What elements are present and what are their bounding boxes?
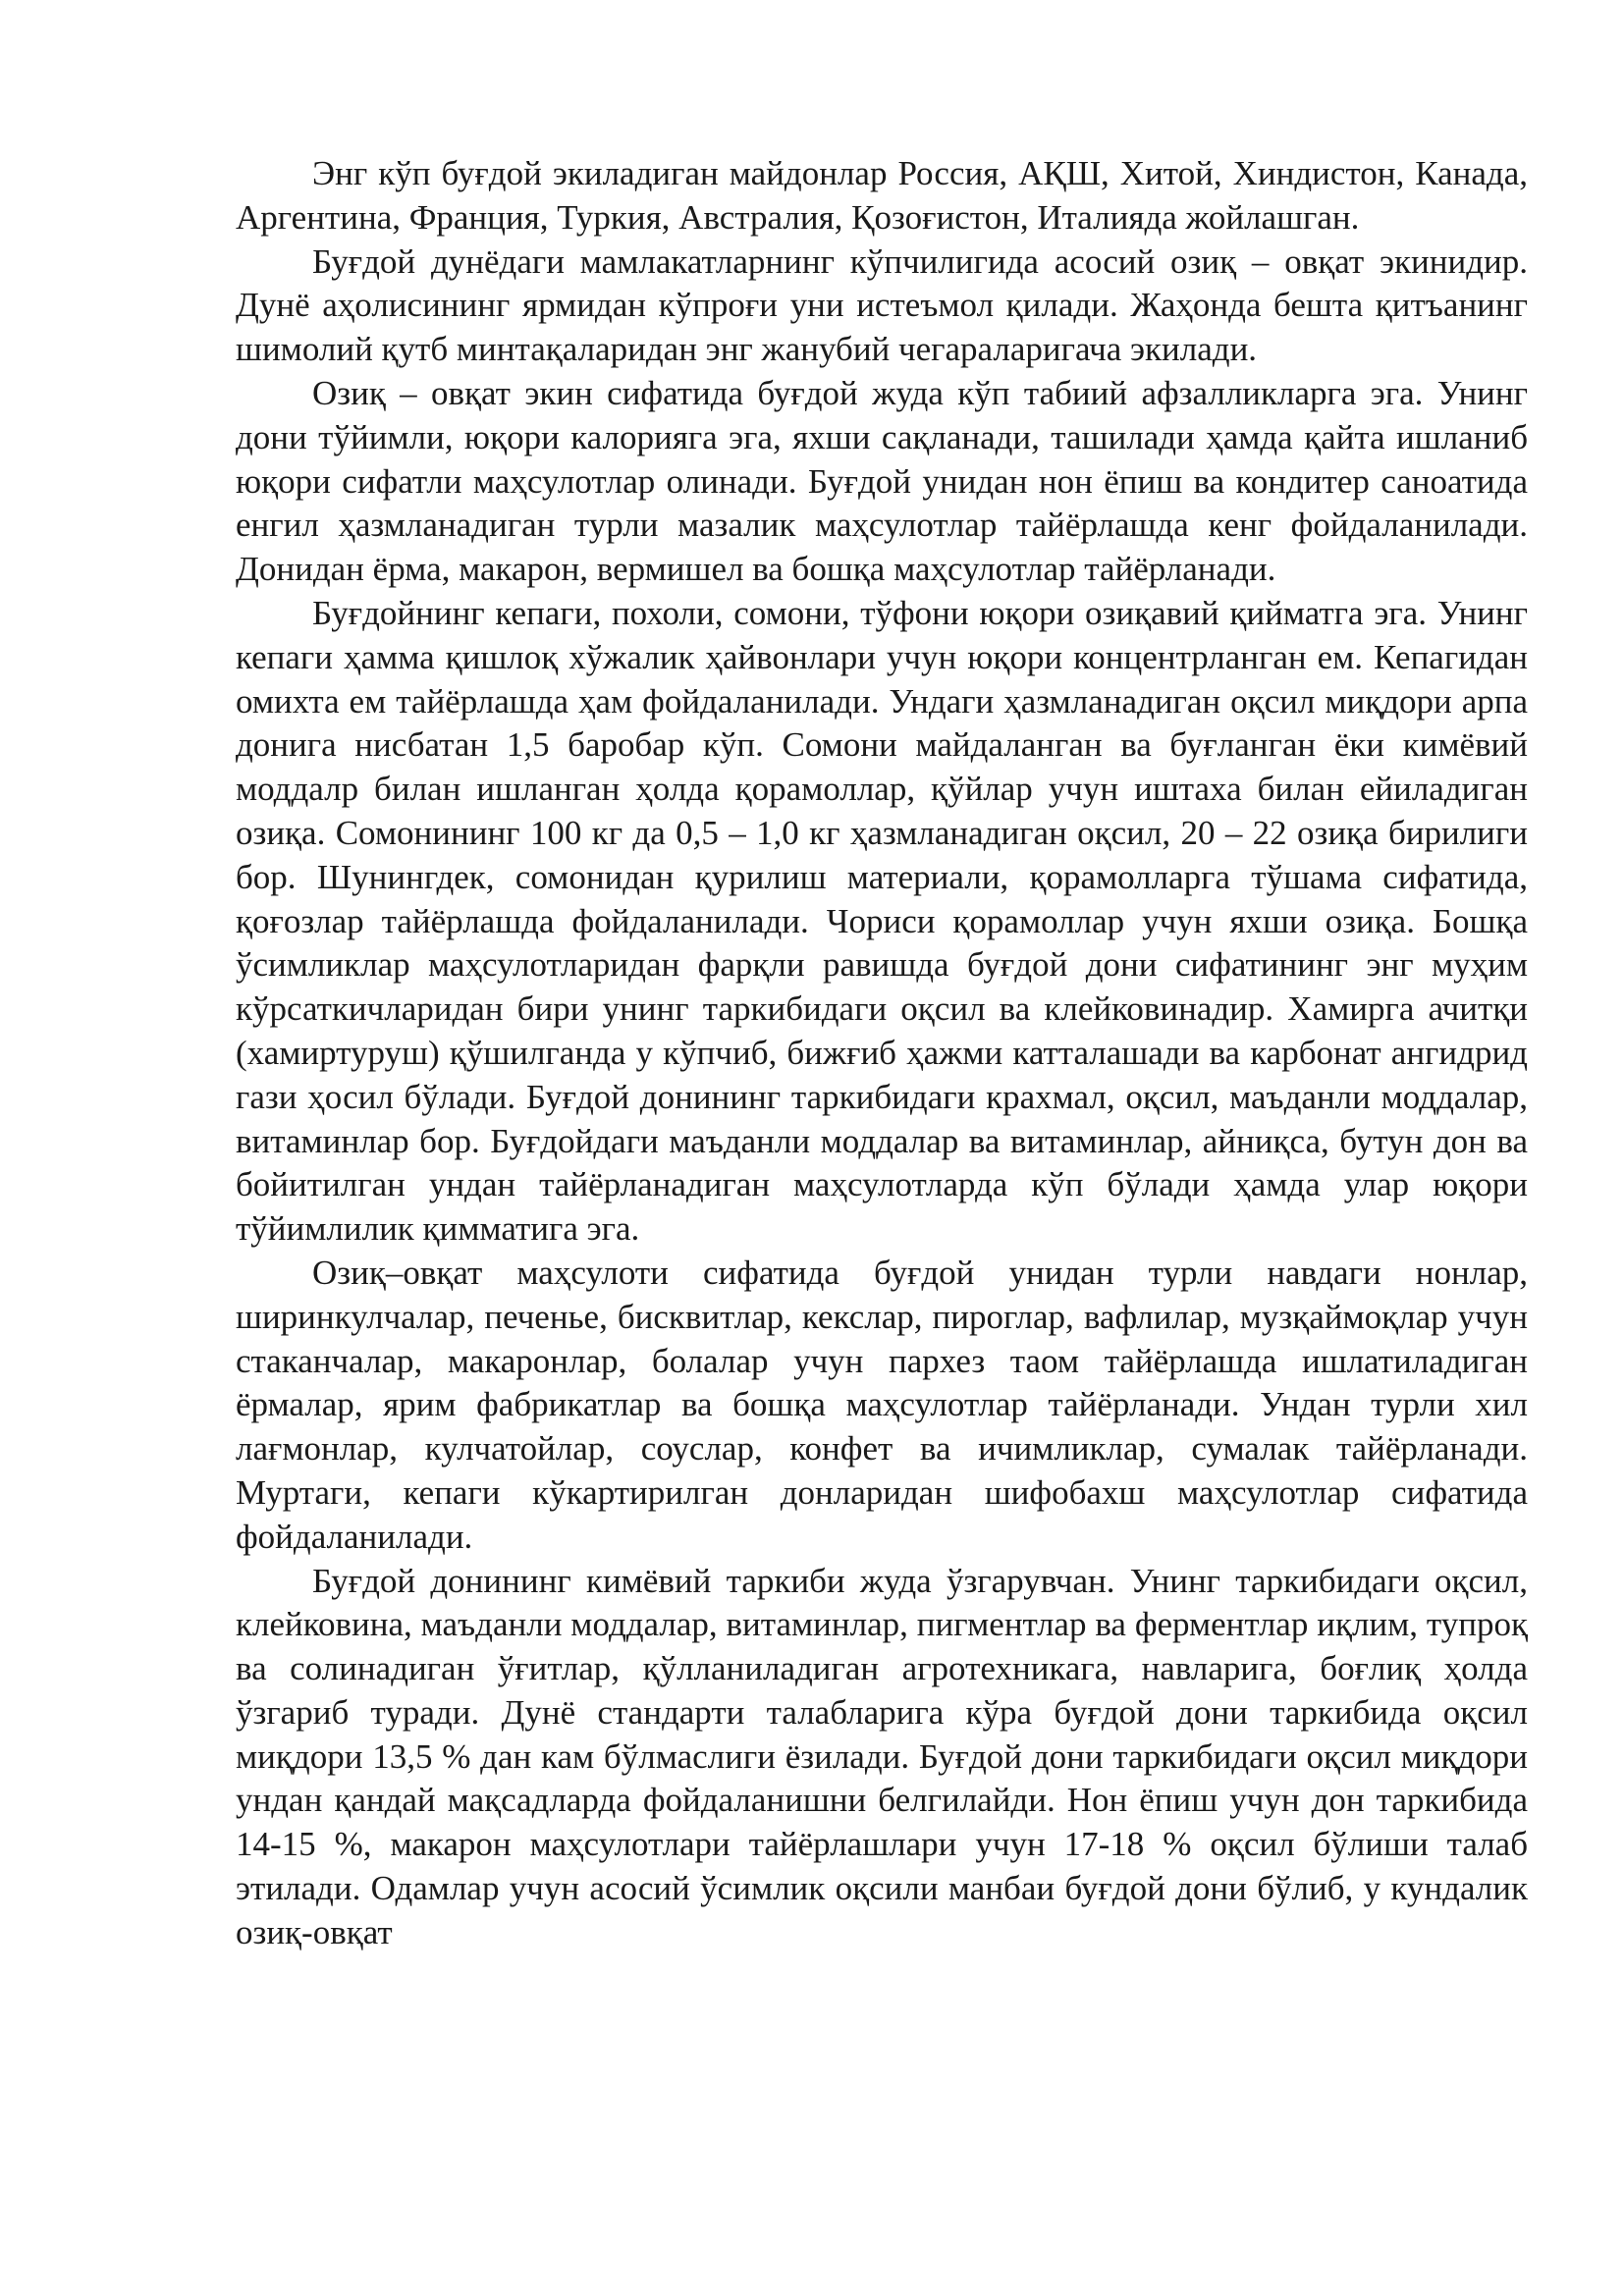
paragraph-wheat-advantages: Озиқ – овқат экин сифатида буғдой жуда кўп табиий афзалликларга эга. Унинг дони тўйимли, юқори калорияга эга, яхши сақланади, ташилади ҳамда қайта ишланиб юқори сифатли маҳсулотлар олинади. Буғдой унидан нон ёпиш ва кондитер саноатида енгил ҳазмланадиган турли мазалик маҳсулотлар тайёрлашда кенг фойдаланилади. Донидан ёрма, макарон, вермишел ва бошқа маҳсулотлар тайёрланади. — [236, 373, 1528, 589]
document-page — [236, 152, 1528, 1955]
paragraph-wheat-flour-products: Озиқ–овқат маҳсулоти сифатида буғдой унидан турли навдаги нонлар, ширинкулчалар, печенье, бисквитлар, кекслар, пироглар, вафлилар, музқаймоқлар учун стаканчалар, макаронлар, болалар учун пархез таом тайёрлашда ишлатиладиган ёрмалар, ярим фабрикатлар ва бошқа маҳсулотлар тайёрланади. Ундан турли хил лағмонлар, кулчатойлар, соуслар, конфет ва ичимликлар, сумалак тайёрланади. Муртаги, кепаги кўкартирилган донларидан шифобахш маҳсулотлар сифатида фойдаланилади. — [236, 1253, 1528, 1556]
paragraph-wheat-staple-food: Буғдой дунёдаги мамлакатларнинг кўпчилигида асосий озиқ – овқат экинидир. Дунё аҳолисининг ярмидан кўпроғи уни истеъмол қилади. Жаҳонда бешта қитъанинг шимолий қутб минтақаларидан энг жанубий чегараларигача экилади. — [236, 241, 1528, 369]
paragraph-wheat-chemical-composition: Буғдой донининг кимёвий таркиби жуда ўзгарувчан. Унинг таркибидаги оқсил, клейковина, маъданли моддалар, витаминлар, пигментлар ва ферментлар иқлим, тупроқ ва солинадиган ўғитлар, қўлланиладиган агротехникага, навларига, боғлиқ ҳолда ўзгариб туради. Дунё стандарти талабларига кўра буғдой дони таркибида оқсил миқдори 13,5 % дан кам бўлмаслиги ёзилади. Буғдой дони таркибидаги оқсил миқдори ундан қандай мақсадларда фойдаланишни белгилайди. Нон ёпиш учун дон таркибида 14-15 %, макарон маҳсулотлари тайёрлашлари учун 17-18 % оқсил бўлиши талаб этилади. Одамлар учун асосий ўсимлик оқсили манбаи буғдой дони бўлиб, у кундалик озиқ-овқат — [236, 1561, 1528, 1951]
paragraph-wheat-growing-regions: Энг кўп буғдой экиладиган майдонлар Россия, АҚШ, Хитой, Хиндистон, Канада, Аргентина, Франция, Туркия, Австралия, Қозоғистон, Италияда жойлашган. — [236, 154, 1528, 237]
paragraph-wheat-byproducts: Буғдойнинг кепаги, похоли, сомони, тўфони юқори озиқавий қийматга эга. Унинг кепаги ҳамма қишлоқ хўжалик ҳайвонлари учун юқори концентрланган ем. Кепагидан омихта ем тайёрлашда ҳам фойдаланилади. Ундаги ҳазмланадиган оқсил миқдори арпа донига нисбатан 1,5 баробар кўп. Сомони майдаланган ва буғланган ёки кимёвий моддалр билан ишланган ҳолда қорамоллар, қўйлар учун иштаха билан ейиладиган озиқа. Сомонининг 100 кг да 0,5 – 1,0 кг ҳазмланадиган оқсил, 20 – 22 озиқа бирилиги бор. Шунингдек, сомонидан қурилиш материали, қорамолларга тўшама сифатида, қоғозлар тайёрлашда фойдаланилади. Чориси қорамоллар учун яхши озиқа. Бошқа ўсимликлар маҳсулотларидан фарқли равишда буғдой дони сифатининг энг муҳим кўрсаткичларидан бири унинг таркибидаги оқсил ва клейковинадир. Хамирга ачитқи (хамиртуруш) қўшилганда у кўпчиб, бижғиб ҳажми катталашади ва карбонат ангидрид гази ҳосил бўлади. Буғдой донининг таркибидаги крахмал, оқсил, маъданли моддалар, витаминлар бор. Буғдойдаги маъданли моддалар ва витаминлар, айниқса, бутун дон ва бойитилган ундан тайёрланадиган маҳсулотларда кўп бўлади ҳамда улар юқори тўйимлилик қимматига эга. — [236, 593, 1528, 1249]
